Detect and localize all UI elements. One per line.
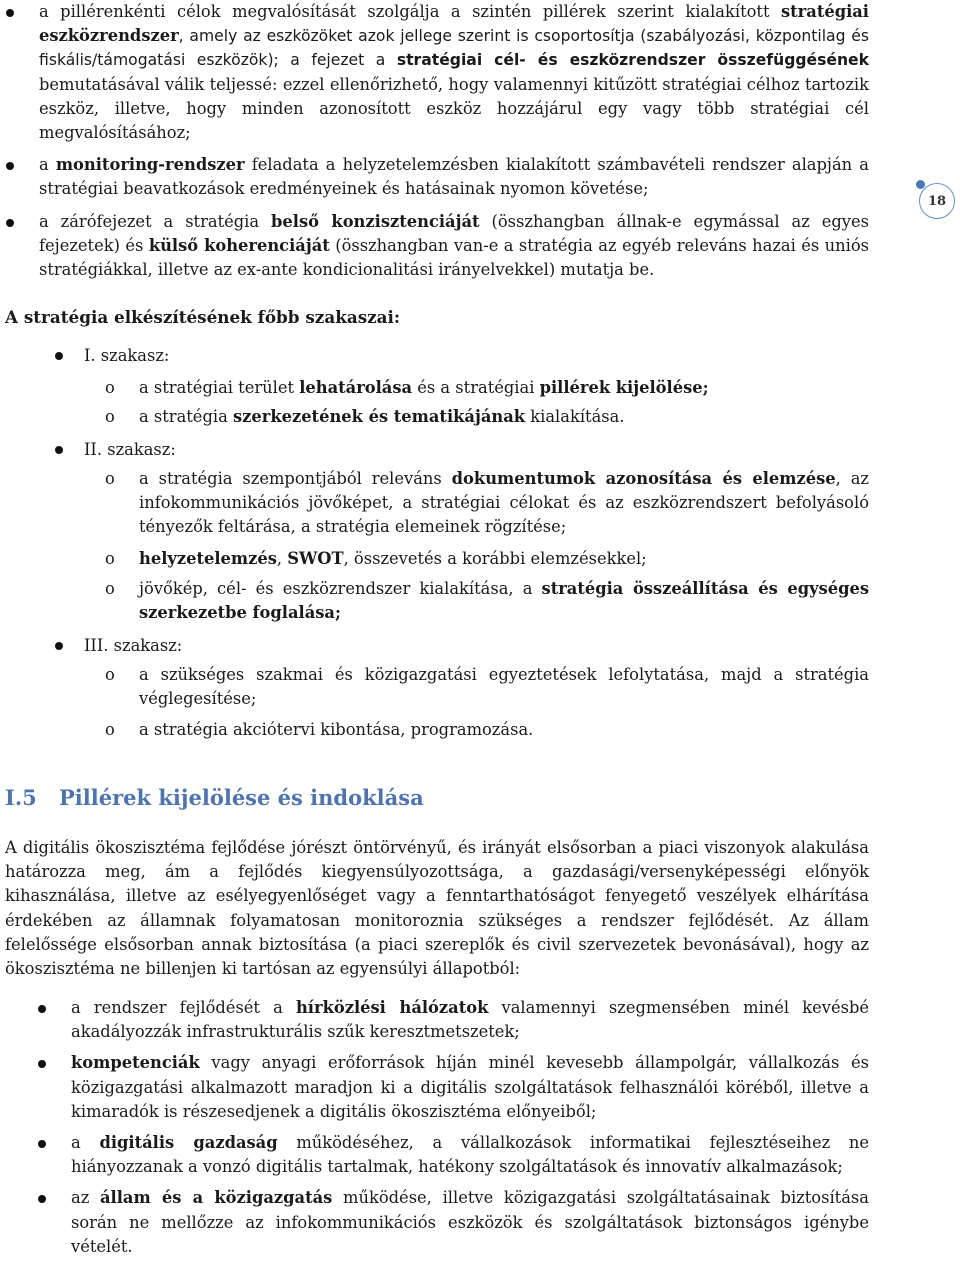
rich-text: [39, 155, 869, 198]
bold-text: belső konzisztenciáját: [271, 211, 480, 231]
rich-text: [139, 577, 869, 625]
text-run: működéséhez, a vállalkozások informatikai fejlesztéseihez ne hiányozzanak a vonzó digitális tartalmak, hatékony szolgáltatások és innovatív alkalmazások;: [71, 1133, 869, 1177]
list-item: [71, 1131, 869, 1179]
rich-text: [71, 1133, 869, 1176]
text-run: a zárófejezet a stratégia: [39, 211, 272, 231]
text-run: valamennyi szegmensében minél kevésbé akadályozzák infrastrukturális szűk keresztmetszetek;: [71, 998, 870, 1042]
bold-text: szerkezetének és tematikájának: [232, 407, 526, 426]
text-run: központilag és fiskális/támogatási eszközök); a fejezet a: [39, 27, 869, 70]
bold-text: dokumentumok azonosítása és elemzése: [451, 469, 836, 488]
bullet-icon: [55, 352, 63, 360]
page-number: 18: [927, 193, 947, 209]
text-run: jövőkép, cél- és eszközrendszer kialakítása, a: [139, 579, 542, 598]
list-item: [71, 996, 869, 1044]
text-run: (összhangban állnak-e egymással az egyes fejezetek) és: [39, 211, 869, 255]
rich-text: [71, 998, 869, 1041]
text-run: a: [39, 155, 56, 175]
phases-heading: A stratégia elkészítésének főbb szakaszai:: [5, 307, 401, 327]
text-run: ,: [276, 549, 288, 568]
sub-bullet-marker: o: [105, 665, 115, 684]
text-run: , az infokommunikációs jövőképet, a stratégiai célokat és az eszközrendszert befolyásoló tényezők feltárása, a stratégia elemeinek rögzítése;: [139, 469, 870, 537]
rich-text: [71, 1053, 869, 1120]
section-number: I.5: [5, 785, 37, 810]
bullet-icon: [6, 219, 14, 227]
text-run: kialakítása.: [525, 407, 625, 426]
rich-text: [139, 376, 869, 400]
list-item: [71, 1186, 869, 1259]
text-run: a stratégia szempontjából releváns: [139, 469, 452, 488]
bullet-icon: [38, 1140, 46, 1148]
bullet-icon: [55, 642, 63, 650]
list-item: [39, 153, 869, 201]
rich-text: [139, 547, 869, 571]
text-run: a stratégiai terület: [139, 378, 300, 397]
list-item: [39, 0, 869, 145]
rich-text: [139, 663, 869, 711]
badge-dot-icon: [916, 180, 925, 189]
text-run: feladata a helyzetelemzésben kialakított számbavételi rendszer alapján a stratégiai beavatkozások eredményeinek és hatásainak nyomon követése;: [39, 155, 869, 199]
text-run: , összevetés a korábbi elemzésekkel;: [343, 549, 647, 568]
structure-bullet-list: [39, 0, 869, 282]
bold-text: lehatárolása: [299, 378, 413, 397]
bullet-icon: [38, 1060, 46, 1068]
page-number-badge: [919, 183, 955, 219]
text-run: a pillérenkénti célok megvalósítását szolgálja a szintén pillérek szerint kialakított: [39, 2, 781, 21]
bullet-icon: [6, 162, 14, 170]
rich-text: [139, 718, 869, 742]
section-title: Pillérek kijelölése és indoklása: [59, 785, 424, 810]
text-run: , amely az eszközöket azok jellege szerint is csoportosítja (szabályozási,: [178, 27, 756, 46]
rich-text: [71, 1188, 869, 1255]
list-item: [71, 1051, 869, 1124]
text-run: az: [71, 1188, 100, 1208]
bold-text: SWOT: [287, 549, 344, 568]
bold-text: stratégiai cél- és eszközrendszer összefüggésének: [396, 51, 869, 70]
bullet-icon: [6, 9, 14, 17]
text-run: a stratégia akciótervi kibontása, programozása.: [139, 720, 534, 739]
phase-label: I. szakasz:: [84, 346, 170, 365]
text-run: a rendszer fejlődését a: [71, 998, 296, 1017]
bold-text: stratégiai eszközrendszer: [39, 2, 869, 46]
sub-bullet-marker: o: [105, 407, 115, 426]
bold-text: pillérek kijelölése;: [539, 378, 709, 397]
goals-bullet-list: [71, 996, 869, 1259]
sub-bullet-marker: o: [105, 549, 115, 568]
bold-text: kompetenciák: [71, 1053, 200, 1073]
bold-text: monitoring-rendszer: [55, 155, 245, 175]
section-heading: [5, 785, 424, 810]
text-run: a stratégia: [139, 407, 233, 426]
sub-bullet-marker: o: [105, 579, 115, 598]
text-run: működése, illetve közigazgatási szolgáltatásainak biztosítása során ne mellőzze az infokommunikációs eszközök és szolgáltatások biztonságos igénybe vételét.: [71, 1188, 869, 1256]
text-run: bemutatásával válik teljessé: ezzel ellenőrizhető, hogy valamennyi kitűzött stratégiai célhoz tartozik eszköz, illetve, hogy minden azonosított eszköz hozzájárul egy vagy több stratégiai cél megvalósításához;: [39, 74, 869, 143]
list-item: [39, 210, 869, 283]
bold-text: helyzetelemzés: [139, 549, 277, 568]
sub-bullet-marker: o: [105, 378, 115, 397]
bullet-icon: [55, 446, 63, 454]
rich-text: [139, 405, 869, 429]
intro-paragraph: A digitális ökoszisztéma fejlődése jórészt öntörvényű, és irányát elsősorban a piaci viszonyok alakulása határozza meg, ám a fejlődés kiegyensúlyozottsága, a gazdasági/versenyképességi előnyök kihasználása, illetve az esélyegyenlőséget vagy a fenntarthatóságot fenyegető veszélyek elhárítása érdekében az államnak folyamatosan monitoroznia szükséges a rendszer fejlődését. Az állam felelőssége elsősorban annak biztosítása (a piaci szereplők és civil szervezetek bevonásával), hogy az ökoszisztéma ne billenjen ki tartósan az egyensúlyi állapotból:: [5, 838, 869, 979]
text-run: vagy anyagi erőforrások híján minél kevesebb állampolgár, vállalkozás és közigazgatási alkalmazott maradjon ki a digitális szolgáltatások felhasználói köréből, illetve a kimaradók is részesedjenek a digitális ökoszisztéma előnyeiből;: [71, 1053, 869, 1121]
bold-text: állam és a közigazgatás: [100, 1188, 333, 1208]
phase-label: III. szakasz:: [84, 636, 183, 655]
text-run: a szükséges szakmai és közigazgatási egyeztetések lefolytatása, majd a stratégia véglegesítése;: [139, 665, 869, 709]
rich-text: [39, 212, 869, 279]
rich-text: [39, 2, 869, 142]
phase-label: II. szakasz:: [84, 440, 176, 459]
bold-text: stratégia összeállítása és egységes szerkezetbe foglalása;: [139, 579, 870, 623]
bullet-icon: [38, 1005, 46, 1013]
rich-text: [139, 467, 869, 540]
text-run: (összhangban van-e a stratégia az egyéb releváns hazai és uniós stratégiákkal, illetve az ex-ante kondicionalitási irányelvekkel) mutatja be.: [39, 235, 870, 280]
sub-bullet-marker: o: [105, 469, 115, 488]
bold-text: külső koherenciáját: [148, 235, 330, 255]
sub-bullet-marker: o: [105, 720, 115, 739]
bold-text: hírközlési hálózatok: [295, 998, 489, 1017]
text-run: a: [71, 1133, 100, 1153]
bold-text: digitális gazdaság: [99, 1133, 278, 1153]
bullet-icon: [38, 1195, 46, 1203]
text-run: és a stratégiai: [412, 378, 540, 397]
